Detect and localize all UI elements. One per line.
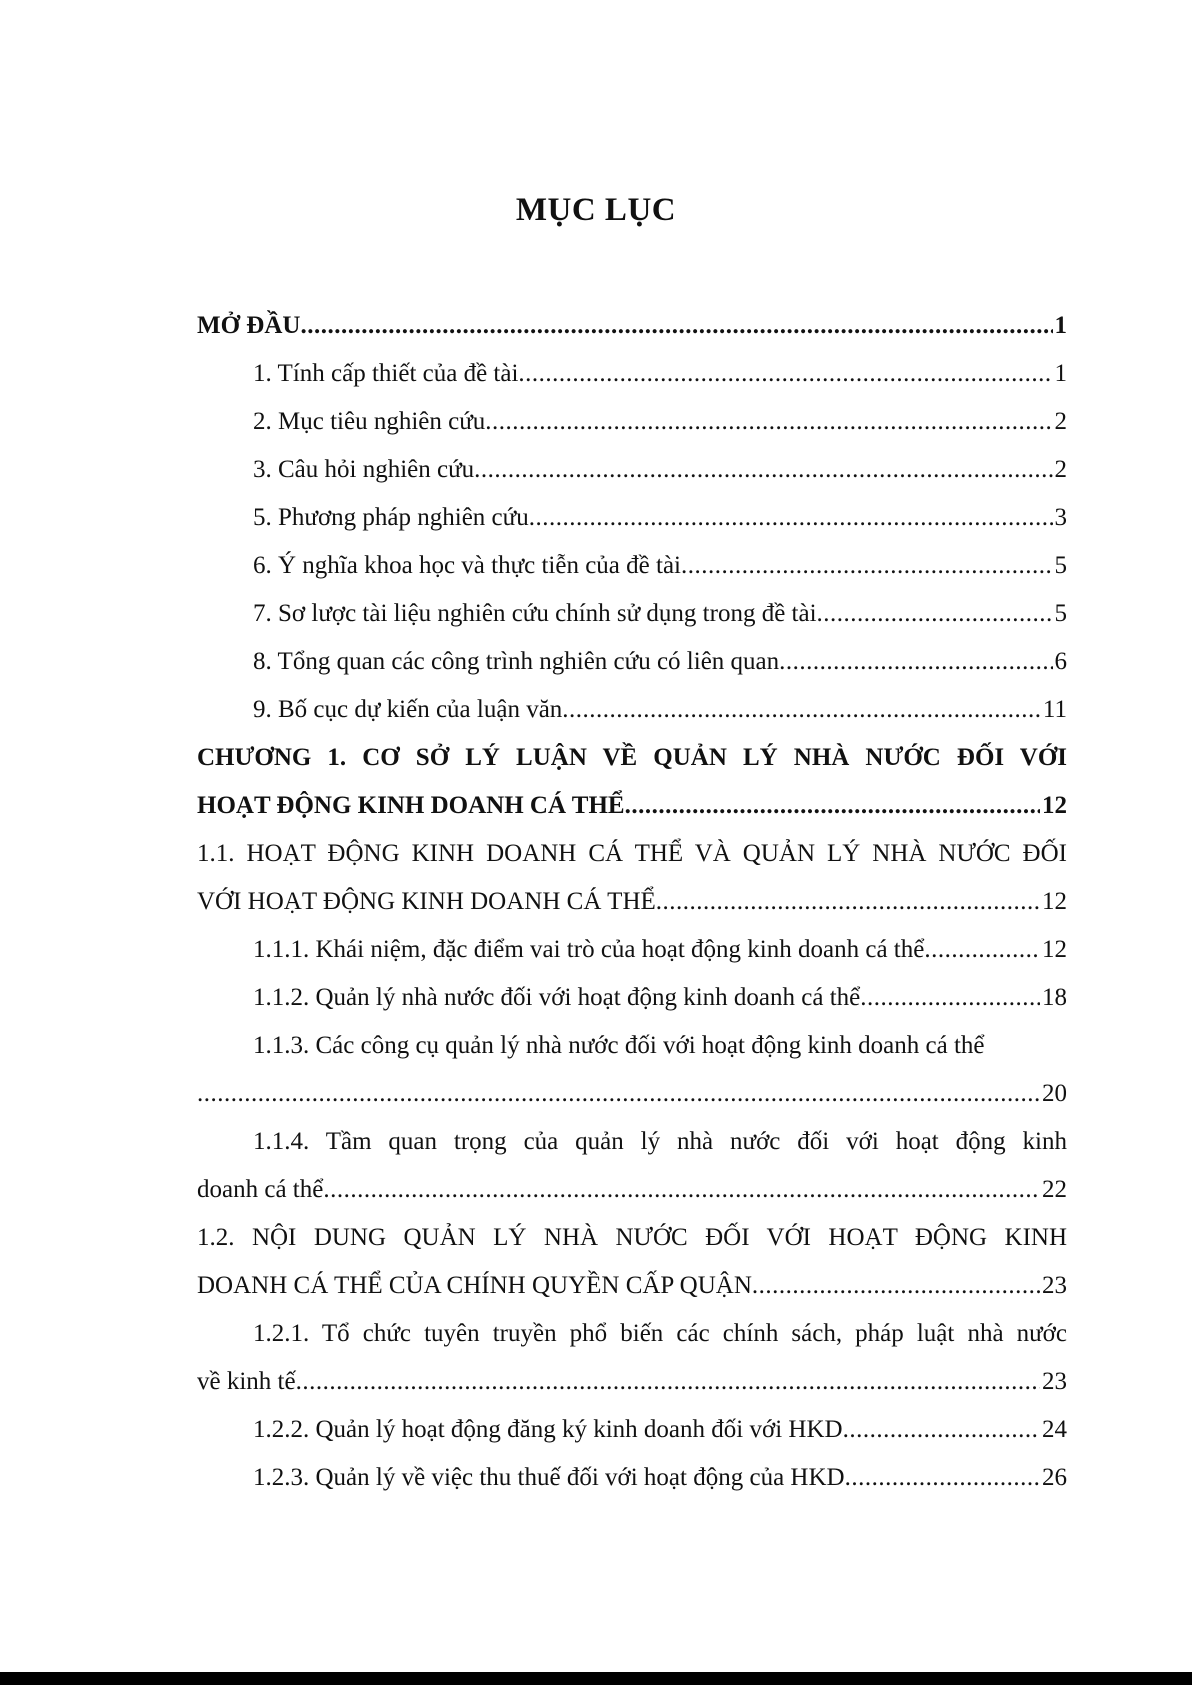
toc-entry-section-1-1[interactable] — [197, 830, 1067, 926]
toc-entry-text: 9. Bố cục dự kiến của luận văn — [253, 696, 563, 723]
toc-entry[interactable] — [197, 302, 1067, 350]
toc-entry-text: 6. Ý nghĩa khoa học và thực tiễn của đề tài — [253, 552, 681, 579]
dot-leader — [300, 302, 1052, 350]
toc-entry-page: 26 — [1042, 1464, 1067, 1491]
toc-entry-page: 2 — [1054, 408, 1067, 435]
dot-leader — [625, 782, 1040, 830]
toc-entry-page: 12 — [1042, 936, 1067, 963]
toc-entry-text-line2: doanh cá thể — [197, 1176, 324, 1203]
dot-leader — [752, 1262, 1040, 1310]
toc-entry-line2 — [197, 1070, 1067, 1118]
toc-entry-text: 1.1.1. Khái niệm, đặc điểm vai trò của hoạt động kinh doanh cá thể — [253, 936, 925, 963]
toc-entry-page: 1 — [1054, 360, 1067, 387]
toc-entry-page: 5 — [1054, 552, 1067, 579]
toc-entry-line2 — [197, 1262, 1067, 1310]
toc-entry[interactable] — [197, 1406, 1067, 1454]
toc-entry[interactable] — [197, 398, 1067, 446]
dot-leader — [860, 974, 1040, 1022]
toc-entry-page: 5 — [1054, 600, 1067, 627]
dot-leader — [197, 1070, 1040, 1118]
toc-entry-line2 — [197, 1166, 1067, 1214]
toc-entry[interactable] — [197, 542, 1067, 590]
toc-entry-text-line2: về kinh tế — [197, 1368, 296, 1395]
toc-entry-text-line1: 1.2.1. Tổ chức tuyên truyền phổ biến các chính sách, pháp luật nhà nước — [253, 1320, 1067, 1347]
toc-entry-text: 1. Tính cấp thiết của đề tài — [253, 360, 519, 387]
dot-leader — [323, 1166, 1040, 1214]
toc-entry[interactable] — [197, 494, 1067, 542]
toc-entry-text: 8. Tổng quan các công trình nghiên cứu có liên quan — [253, 648, 780, 675]
toc-entry-text: 7. Sơ lược tài liệu nghiên cứu chính sử dụng trong đề tài — [253, 600, 817, 627]
toc-entry-page: 12 — [1042, 792, 1067, 819]
dot-leader — [485, 398, 1052, 446]
toc-entry-section-1-2-1[interactable] — [197, 1310, 1067, 1406]
toc-entry[interactable] — [197, 638, 1067, 686]
toc-entry-page: 23 — [1042, 1368, 1067, 1395]
dot-leader — [529, 494, 1053, 542]
toc-entry-text: MỞ ĐẦU — [197, 312, 301, 339]
page-title: MỤC LỤC — [515, 192, 677, 228]
toc-entry-text-line2: HOẠT ĐỘNG KINH DOANH CÁ THỂ — [197, 792, 625, 819]
bottom-edge-bar — [0, 1672, 1192, 1685]
toc-entry-text: 1.1.2. Quản lý nhà nước đối với hoạt động kinh doanh cá thể — [253, 984, 861, 1011]
toc-entry-chapter-1[interactable] — [197, 734, 1067, 830]
toc-entry-text-line1: 1.1.3. Các công cụ quản lý nhà nước đối với hoạt động kinh doanh cá thể — [253, 1032, 985, 1059]
toc-entry[interactable] — [197, 350, 1067, 398]
toc-entry-text-line1: CHƯƠNG 1. CƠ SỞ LÝ LUẬN VỀ QUẢN LÝ NHÀ NƯỚC ĐỐI VỚI — [197, 744, 1067, 771]
dot-leader — [817, 590, 1053, 638]
toc-entry-page: 12 — [1042, 888, 1067, 915]
toc-entry[interactable] — [197, 590, 1067, 638]
toc-entry-page: 24 — [1042, 1416, 1067, 1443]
toc-entry-page: 18 — [1042, 984, 1067, 1011]
dot-leader — [843, 1406, 1040, 1454]
toc-entry-line2 — [197, 782, 1067, 830]
toc-entry-section-1-1-4[interactable] — [197, 1118, 1067, 1214]
toc-entry-page: 20 — [1042, 1080, 1067, 1107]
toc-entry-page: 6 — [1054, 648, 1067, 675]
toc-entry-text: 2. Mục tiêu nghiên cứu — [253, 408, 486, 435]
dot-leader — [474, 446, 1052, 494]
toc-entry-text: 5. Phương pháp nghiên cứu — [253, 504, 529, 531]
toc-entry-text: 1.2.3. Quản lý về việc thu thuế đối với hoạt động của HKD — [253, 1464, 845, 1491]
toc-entry-page: 3 — [1054, 504, 1067, 531]
toc-entry[interactable] — [197, 926, 1067, 974]
toc-entry[interactable] — [197, 974, 1067, 1022]
toc-entry-text-line1: 1.2. NỘI DUNG QUẢN LÝ NHÀ NƯỚC ĐỐI VỚI HOẠT ĐỘNG KINH — [197, 1224, 1067, 1251]
dot-leader — [656, 878, 1040, 926]
toc-entry-page: 22 — [1042, 1176, 1067, 1203]
toc-entry[interactable] — [197, 446, 1067, 494]
toc-entry[interactable] — [197, 686, 1067, 734]
toc-entry-text-line2: DOANH CÁ THỂ CỦA CHÍNH QUYỀN CẤP QUẬN — [197, 1272, 752, 1299]
toc-entry-section-1-2[interactable] — [197, 1214, 1067, 1310]
toc-entry-text-line1: 1.1. HOẠT ĐỘNG KINH DOANH CÁ THỂ VÀ QUẢN LÝ NHÀ NƯỚC ĐỐI — [197, 840, 1067, 867]
toc-entry[interactable] — [197, 1454, 1067, 1502]
toc-entry-text-line2: VỚI HOẠT ĐỘNG KINH DOANH CÁ THỂ — [197, 888, 656, 915]
dot-leader — [518, 350, 1052, 398]
toc-entry-section-1-1-3[interactable] — [197, 1022, 1067, 1118]
toc-entry-line2 — [197, 1358, 1067, 1406]
dot-leader — [924, 926, 1040, 974]
table-of-contents — [197, 302, 1067, 1502]
toc-entry-text: 1.2.2. Quản lý hoạt động đăng ký kinh doanh đối với HKD — [253, 1416, 843, 1443]
dot-leader — [845, 1454, 1040, 1502]
dot-leader — [681, 542, 1053, 590]
toc-entry-text-line1: 1.1.4. Tầm quan trọng của quản lý nhà nước đối với hoạt động kinh — [253, 1128, 1067, 1155]
dot-leader — [779, 638, 1052, 686]
toc-entry-page: 11 — [1042, 696, 1067, 723]
toc-entry-page: 1 — [1054, 312, 1067, 339]
toc-entry-text: 3. Câu hỏi nghiên cứu — [253, 456, 475, 483]
toc-entry-page: 23 — [1042, 1272, 1067, 1299]
toc-entry-line2 — [197, 878, 1067, 926]
dot-leader — [562, 686, 1041, 734]
dot-leader — [296, 1358, 1040, 1406]
toc-entry-page: 2 — [1054, 456, 1067, 483]
